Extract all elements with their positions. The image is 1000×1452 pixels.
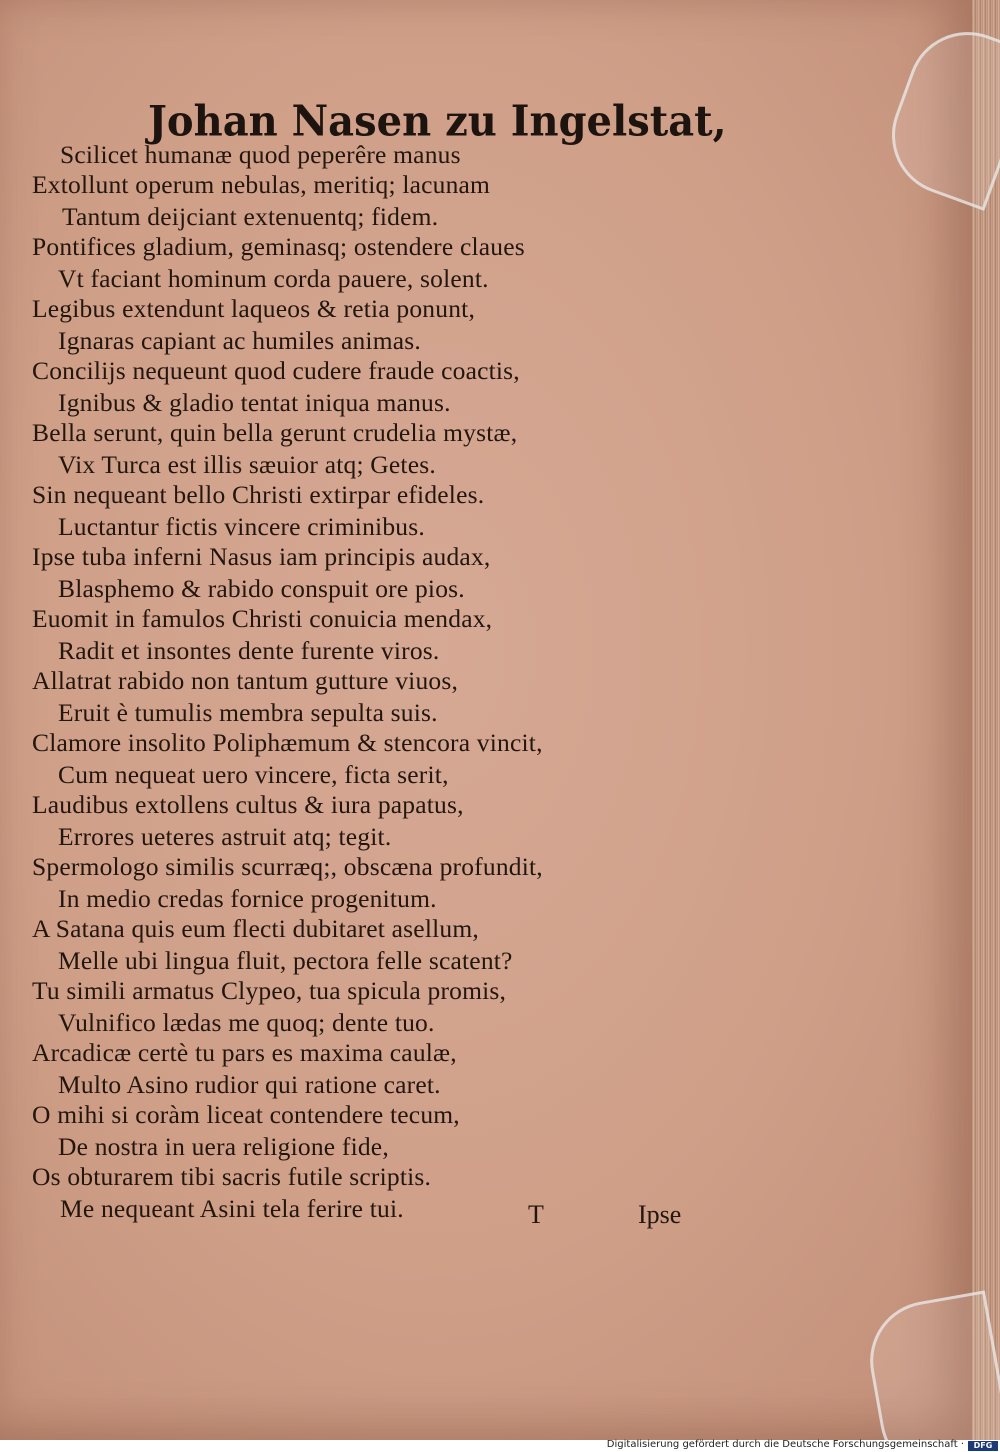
- dfg-logo: DFG: [968, 1441, 998, 1451]
- verse-line: Cum nequeat uero vincere, ficta serit,: [58, 760, 449, 789]
- verse-line: Vulnifico lædas me quoq; dente tuo.: [58, 1008, 435, 1037]
- verse-line: Allatrat rabido non tantum gutture viuos,: [32, 666, 459, 695]
- running-head: Johan Nasen zu Ingelstat,: [148, 96, 727, 147]
- verse-line: Blasphemo & rabido conspuit ore pios.: [58, 574, 465, 603]
- verse-line: Me nequeant Asini tela ferire tui.: [60, 1194, 404, 1223]
- verse-line: Legibus extendunt laqueos & retia ponunt,: [32, 294, 476, 323]
- verse-line: Ipse tuba inferni Nasus iam principis audax,: [32, 542, 491, 571]
- verse-line: Vt faciant hominum corda pauere, solent.: [58, 264, 489, 293]
- verse-line: Pontifices gladium, geminasq; ostendere claues: [32, 232, 525, 261]
- verse-line: Luctantur fictis vincere criminibus.: [58, 512, 425, 541]
- catchword: Ipse: [638, 1200, 682, 1229]
- verse-line: Spermologo similis scurræq;, obscæna profundit,: [32, 852, 543, 881]
- funding-credit: Digitalisierung gefördert durch die Deutsche Forschungsgemeinschaft ·: [606, 1439, 964, 1450]
- verse-line: Clamore insolito Poliphæmum & stencora vincit,: [32, 728, 543, 757]
- signature-mark: T: [528, 1200, 544, 1229]
- verse-line: Tu simili armatus Clypeo, tua spicula promis,: [32, 976, 507, 1005]
- verse-line: Vix Turca est illis sæuior atq; Getes.: [58, 450, 436, 479]
- verse-line: Euomit in famulos Christi conuicia mendax,: [32, 604, 493, 633]
- verse-line: Errores ueteres astruit atq; tegit.: [58, 822, 392, 851]
- verse-line: Tantum deijciant extenuentq; fidem.: [62, 202, 439, 231]
- verse-line: Os obturarem tibi sacris futile scriptis.: [32, 1162, 432, 1191]
- verse-line: Concilijs nequeunt quod cudere fraude coactis,: [32, 356, 520, 385]
- verse-line: Radit et insontes dente furente viros.: [58, 636, 440, 665]
- verse-line: A Satana quis eum flecti dubitaret asellum,: [32, 914, 479, 943]
- verse-line: In medio credas fornice progenitum.: [58, 884, 437, 913]
- verse-line: Laudibus extollens cultus & iura papatus,: [32, 790, 464, 819]
- verse-line: Scilicet humanæ quod peperêre manus: [60, 140, 461, 169]
- verse-line: Multo Asino rudior qui ratione caret.: [58, 1070, 441, 1099]
- footer-credit-bar: [0, 1440, 1000, 1452]
- verse-line: Sin nequeant bello Christi extirpar efideles.: [32, 480, 485, 509]
- verse-line: De nostra in uera religione fide,: [58, 1132, 389, 1161]
- verse-line: Extollunt operum nebulas, meritiq; lacunam: [32, 170, 491, 199]
- verse-line: Ignibus & gladio tentat iniqua manus.: [58, 388, 451, 417]
- verse-line: Ignaras capiant ac humiles animas.: [58, 326, 421, 355]
- verse-line: Bella serunt, quin bella gerunt crudelia mystæ,: [32, 418, 518, 447]
- verse-line: Arcadicæ certè tu pars es maxima caulæ,: [32, 1038, 457, 1067]
- verse-line: Eruit è tumulis membra sepulta suis.: [58, 698, 438, 727]
- verse-line: O mihi si coràm liceat contendere tecum,: [32, 1100, 460, 1129]
- page-edges: [972, 0, 1000, 1440]
- verse-line: Melle ubi lingua fluit, pectora felle scatent?: [58, 946, 513, 975]
